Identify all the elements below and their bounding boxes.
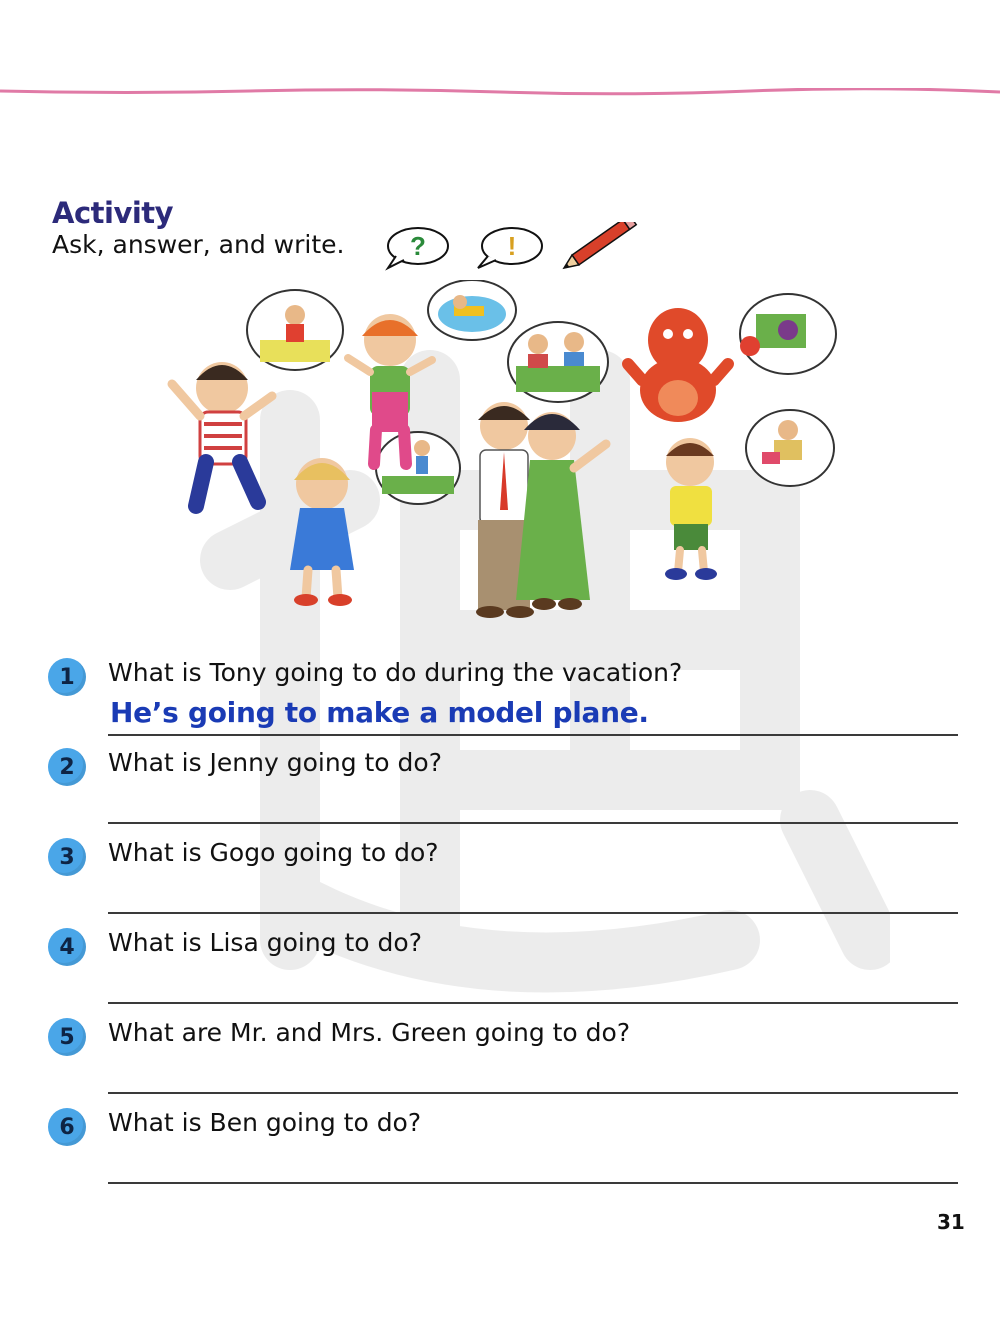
top-divider <box>0 88 1000 96</box>
character-mrs-green <box>516 412 606 610</box>
answer-line[interactable] <box>108 1002 958 1004</box>
answer-line[interactable] <box>108 1182 958 1184</box>
question-text: What is Tony going to do during the vacation? <box>108 658 683 687</box>
pencil-icon <box>561 222 637 273</box>
thought-bubble-reading <box>746 410 834 486</box>
activity-heading: Activity <box>52 196 174 230</box>
svg-text:?: ? <box>410 231 426 261</box>
svg-text:!: ! <box>507 231 517 261</box>
answer-line[interactable] <box>108 1092 958 1094</box>
exclamation-bubble-icon <box>478 228 542 268</box>
answer-line[interactable] <box>108 822 958 824</box>
page-number: 31 <box>937 1210 965 1234</box>
question-1 <box>48 658 968 738</box>
question-text: What is Gogo going to do? <box>108 838 439 867</box>
question-3 <box>48 838 968 918</box>
question-2 <box>48 748 968 828</box>
question-4 <box>48 928 968 1008</box>
question-number-badge: 1 <box>48 658 86 696</box>
question-number-badge: 2 <box>48 748 86 786</box>
instruction-icons <box>384 222 644 274</box>
character-gogo <box>628 308 728 422</box>
instruction-text: Ask, answer, and write. <box>52 230 345 259</box>
characters-illustration <box>160 280 860 640</box>
question-5 <box>48 1018 968 1098</box>
answer-text: He’s going to make a model plane. <box>110 696 649 729</box>
question-6 <box>48 1108 968 1188</box>
character-tony <box>172 362 272 506</box>
thought-bubble-park <box>376 432 460 504</box>
question-text: What are Mr. and Mrs. Green going to do? <box>108 1018 631 1047</box>
thought-bubble-model-plane <box>229 290 343 393</box>
character-lisa <box>290 458 354 606</box>
question-number-badge: 6 <box>48 1108 86 1146</box>
question-text: What is Lisa going to do? <box>108 928 422 957</box>
question-number-badge: 3 <box>48 838 86 876</box>
character-ben <box>665 438 717 580</box>
thought-bubble-gogo <box>740 294 836 374</box>
question-text: What is Ben going to do? <box>108 1108 422 1137</box>
question-text: What is Jenny going to do? <box>108 748 442 777</box>
question-number-badge: 5 <box>48 1018 86 1056</box>
question-number-badge: 4 <box>48 928 86 966</box>
thought-bubble-swimming <box>428 280 516 340</box>
answer-line[interactable] <box>108 734 958 736</box>
question-bubble-icon <box>388 228 448 268</box>
answer-line[interactable] <box>108 912 958 914</box>
thought-bubble-family-trip <box>508 322 608 402</box>
